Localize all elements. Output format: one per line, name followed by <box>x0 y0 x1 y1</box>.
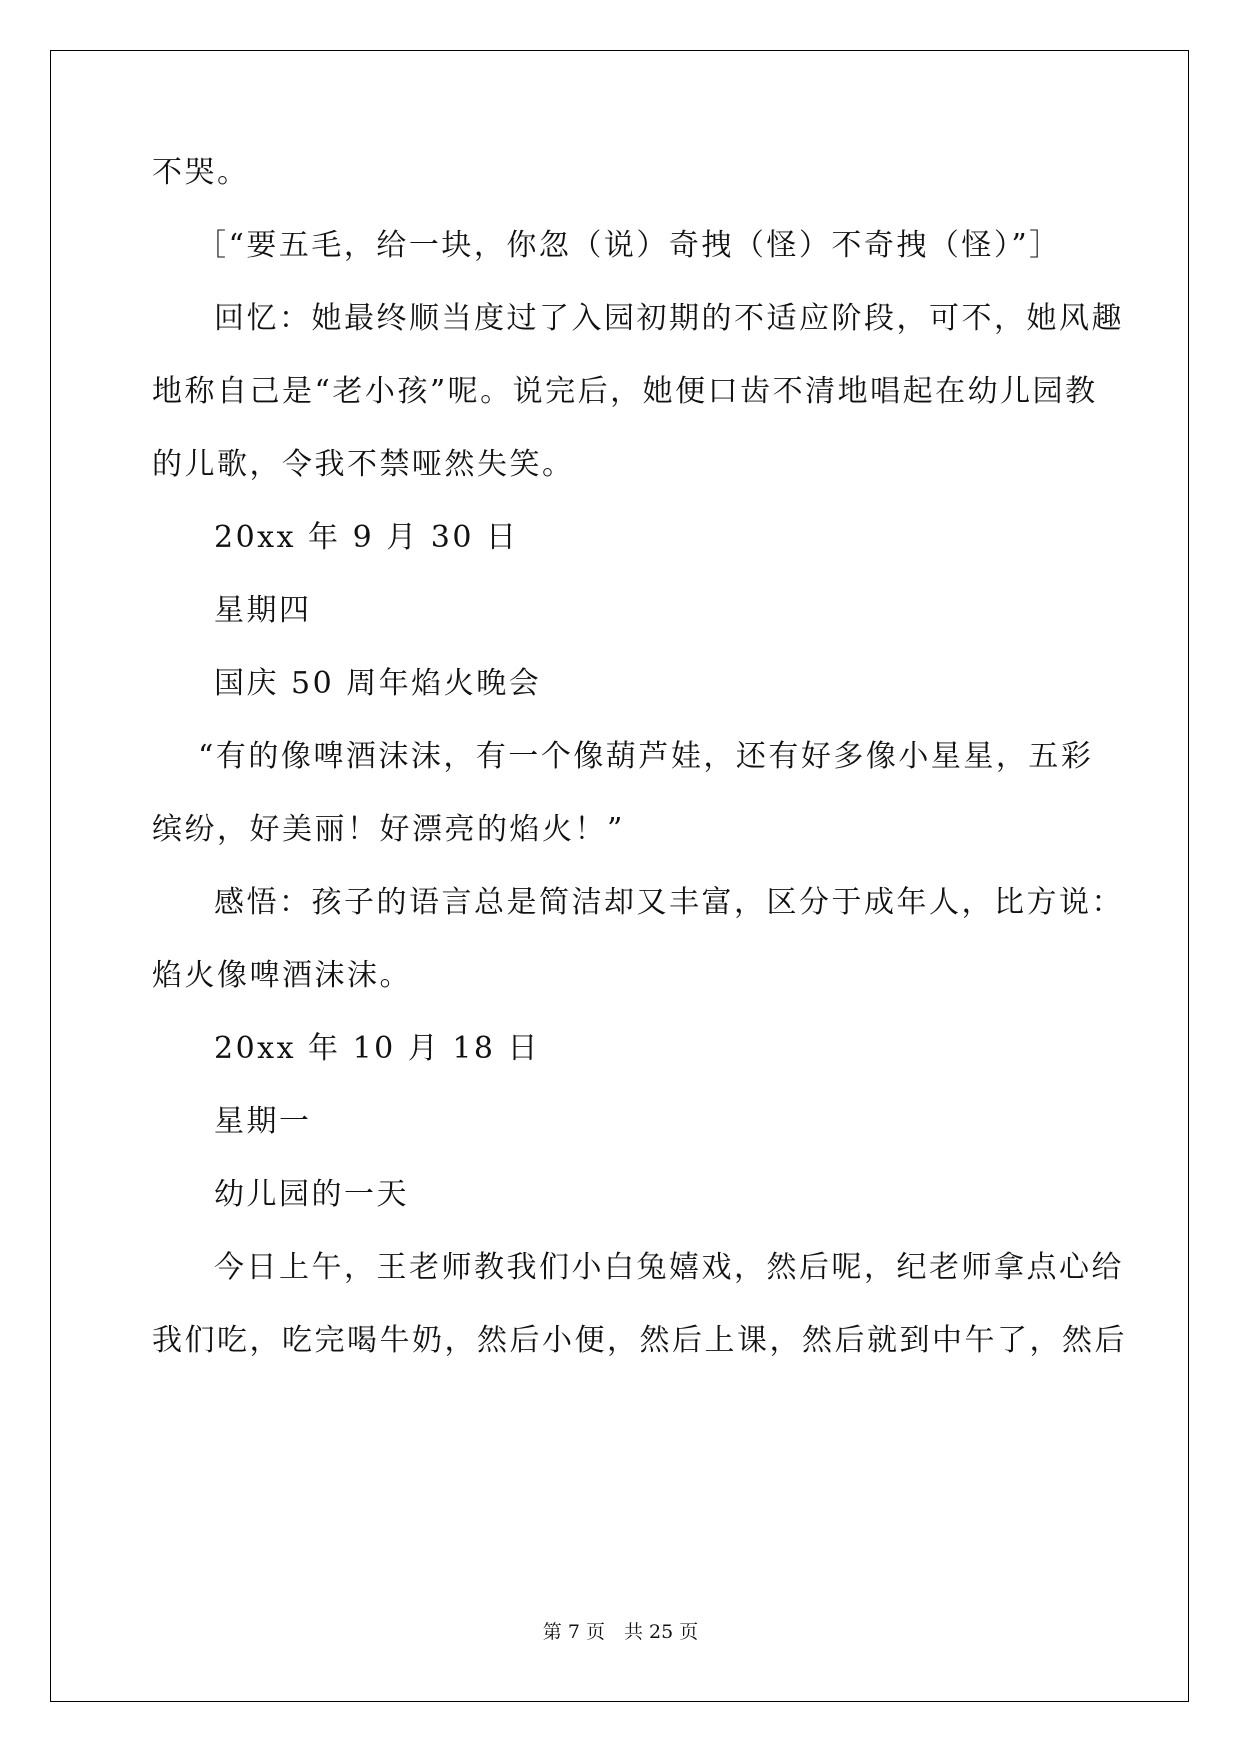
paragraph-line: 缤纷，好美丽！好漂亮的焰火！” <box>152 812 625 847</box>
date-line: 20xx 年 9 月 30 日 <box>214 520 519 555</box>
paragraph-line: 焰火像啤酒沫沫。 <box>152 958 412 993</box>
paragraph-line: 地称自己是“老小孩”呢。说完后，她便口齿不清地唱起在幼儿园教 <box>152 374 1098 409</box>
paragraph-line: ［“要五毛，给一块，你忽（说）奇拽（怪）不奇拽（怪）”］ <box>196 228 1062 263</box>
paragraph-line: 回忆：她最终顺当度过了入园初期的不适应阶段，可不，她风趣 <box>214 301 1124 336</box>
date-line: 20xx 年 10 月 18 日 <box>214 1031 541 1066</box>
weekday-line: 星期四 <box>214 593 312 628</box>
paragraph-line: “有的像啤酒沫沫，有一个像葫芦娃，还有好多像小星星，五彩 <box>198 739 1094 774</box>
paragraph-line: 的儿歌，令我不禁哑然失笑。 <box>152 447 575 482</box>
paragraph-line: 我们吃，吃完喝牛奶，然后小便，然后上课，然后就到中午了，然后 <box>152 1323 1127 1358</box>
paragraph-line: 不哭。 <box>152 155 250 190</box>
page-border <box>50 50 1189 1702</box>
weekday-line: 星期一 <box>214 1104 312 1139</box>
page-number-footer: 第 7 页 共 25 页 <box>542 1621 699 1643</box>
entry-title: 幼儿园的一天 <box>214 1177 409 1212</box>
entry-title: 国庆 50 周年焰火晚会 <box>214 666 542 701</box>
paragraph-line: 今日上午，王老师教我们小白兔嬉戏，然后呢，纪老师拿点心给 <box>214 1250 1124 1285</box>
paragraph-line: 感悟：孩子的语言总是简洁却又丰富，区分于成年人，比方说： <box>214 885 1124 920</box>
